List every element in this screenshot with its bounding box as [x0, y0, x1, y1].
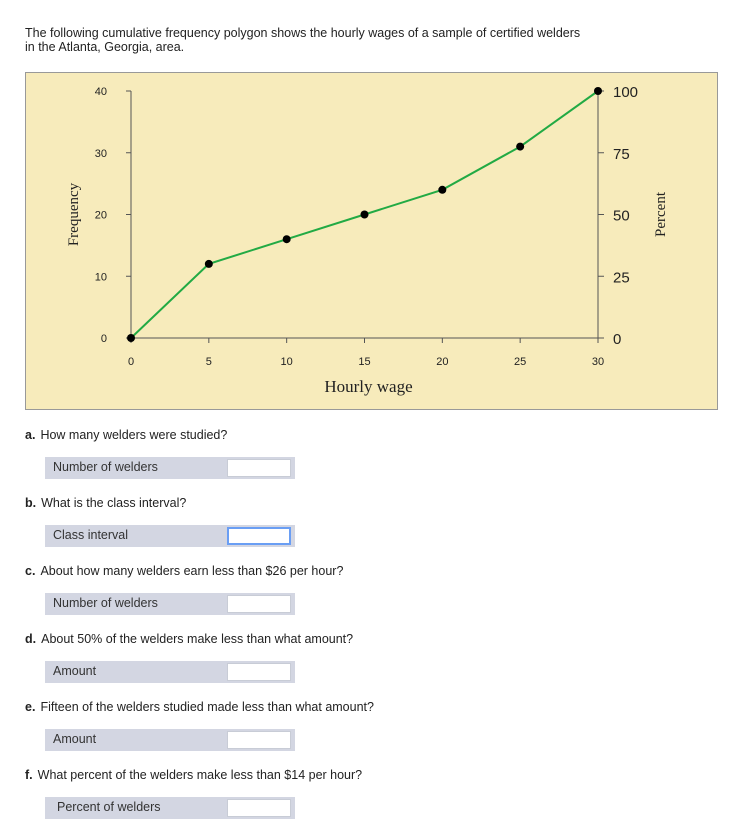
question-d-text: About 50% of the welders make less than what amount? — [41, 632, 354, 646]
question-f-label: f. — [25, 768, 33, 782]
question-b-text: What is the class interval? — [41, 496, 187, 510]
data-point — [361, 211, 369, 219]
question-f — [25, 768, 362, 782]
question-c — [25, 564, 343, 578]
y-tick-label: 20 — [94, 209, 107, 222]
answer-a-input[interactable] — [227, 459, 291, 477]
y2-tick-label: 100 — [613, 84, 639, 101]
question-a-label: a. — [25, 428, 36, 442]
y-tick-label: 10 — [94, 271, 107, 284]
question-f-text: What percent of the welders make less than $14 per hour? — [37, 768, 363, 782]
question-a-text: How many welders were studied? — [40, 428, 228, 442]
answer-d-label: Amount — [53, 664, 97, 678]
x-tick-label: 25 — [514, 356, 527, 368]
answer-f-input[interactable] — [227, 799, 291, 817]
answer-a-label: Number of welders — [53, 460, 158, 474]
answer-row-d — [45, 661, 295, 683]
x-tick-label: 10 — [280, 356, 293, 368]
y2-axis-title: Percent — [653, 192, 669, 237]
data-point — [283, 235, 291, 243]
answer-row-b — [45, 525, 295, 547]
y2-tick-label: 25 — [613, 269, 630, 287]
x-axis-title: Hourly wage — [324, 377, 413, 396]
question-b — [25, 496, 186, 510]
data-point — [594, 87, 602, 95]
answer-b-label: Class interval — [53, 528, 129, 542]
x-tick-label: 5 — [205, 356, 212, 368]
answer-row-e — [45, 729, 295, 751]
y-tick-label: 40 — [94, 86, 107, 98]
answer-e-input[interactable] — [227, 731, 291, 749]
answer-d-input[interactable] — [227, 663, 291, 681]
y-axis-title: Frequency — [66, 182, 82, 247]
answer-row-f — [45, 797, 295, 819]
y-tick-label: 30 — [94, 147, 107, 160]
y2-tick-label: 50 — [613, 207, 630, 225]
question-b-label: b. — [25, 496, 37, 510]
answer-f-label: Percent of welders — [57, 800, 161, 814]
question-e-text: Fifteen of the welders studied made less than what amount? — [40, 700, 374, 714]
question-c-text: About how many welders earn less than $26 per hour? — [40, 564, 344, 578]
y2-tick-label: 75 — [613, 145, 630, 163]
question-e-label: e. — [25, 700, 36, 714]
answer-row-a — [45, 457, 295, 479]
data-point — [516, 143, 524, 151]
x-tick-label: 0 — [127, 356, 135, 368]
question-c-label: c. — [25, 564, 36, 578]
answer-c-input[interactable] — [227, 595, 291, 613]
answer-e-label: Amount — [53, 732, 97, 746]
question-d — [25, 632, 353, 646]
chart-svg — [25, 72, 718, 410]
y-tick-label: 0 — [100, 333, 107, 345]
cumulative-frequency-chart — [25, 72, 718, 410]
x-tick-label: 15 — [358, 356, 371, 368]
x-tick-label: 30 — [591, 356, 605, 368]
data-point — [438, 186, 446, 194]
question-e — [25, 700, 374, 714]
question-d-label: d. — [25, 632, 37, 646]
y2-tick-label: 0 — [613, 331, 622, 348]
question-a — [25, 428, 227, 442]
answer-b-input[interactable] — [227, 527, 291, 545]
answer-row-c — [45, 593, 295, 615]
intro-text: The following cumulative frequency polygon shows the hourly wages of a sample of certified welders in the Atlanta, Georgia, area. — [25, 26, 581, 54]
answer-c-label: Number of welders — [53, 596, 158, 610]
x-tick-label: 20 — [436, 356, 449, 368]
data-point — [127, 334, 135, 342]
data-point — [205, 260, 213, 268]
